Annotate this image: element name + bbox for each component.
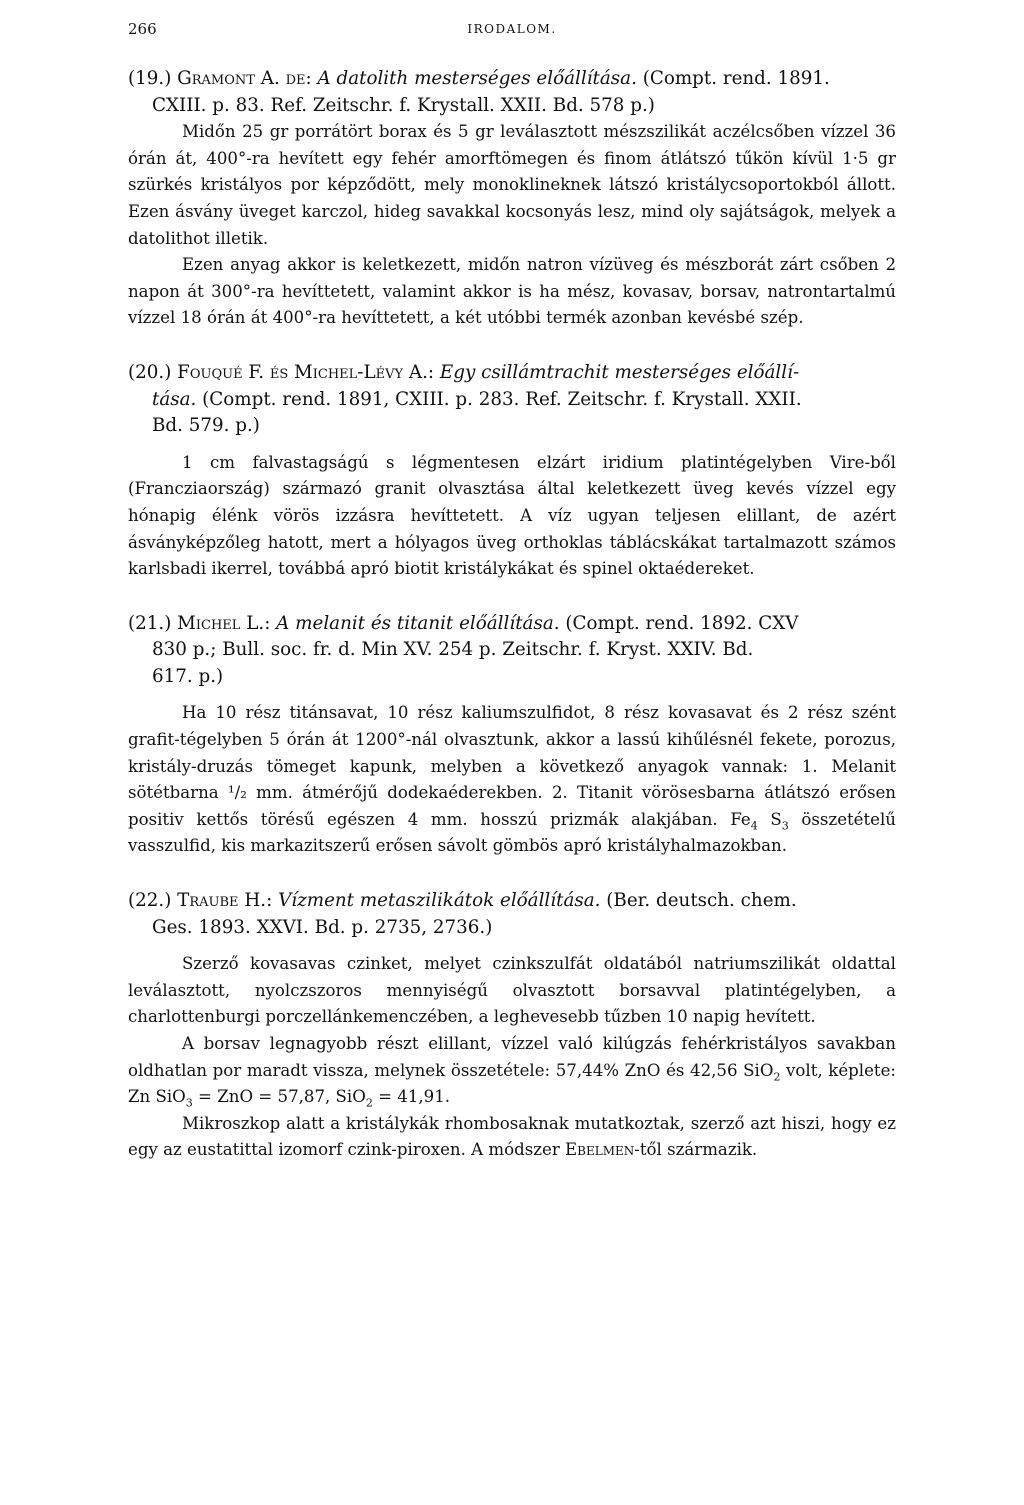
entry-heading: (20.) Fouqué F. és Michel-Lévy A.: Egy csillámtrachit mesterséges előállí- tása. (Compt. rend. 1891, CXIII. p. 283. Ref. Zeitschr. f. Krystall. XXII. Bd. 579. p.) (128, 360, 896, 440)
page-number: 266 (128, 20, 157, 38)
fraction: ¹/₂ (227, 783, 247, 803)
entry-citation-cont: CXIII. p. 83. Ref. Zeitschr. f. Krystall. XXII. Bd. 578 p.) (152, 94, 655, 116)
entry-title: A melanit és titanit előállítása. (276, 612, 560, 634)
paragraph: Szerző kovasavas czinket, melyet czinkszulfát oldatából natriumszilikát oldattal leválasztott, nyolczszoros mennyiségű olvasztott borsavval platintégelyben, a charlottenburgi porczellánkemenczében, a leghevesebb tűzben 10 napig hevített. (128, 954, 896, 1027)
entry-number: (21.) (128, 612, 172, 634)
entry-citation: (Compt. rend. 1891. (642, 68, 830, 89)
paragraph: A borsav legnagyobb részt elillant, vízzel való kilúgzás fehérkristályos savakban oldhatlan por maradt vissza, melynek összetétele: 57,44% ZnO és 42,56 SiO$_2$ volt, képlete: Zn SiO$_3$ = ZnO = 57,87, SiO$_2$ = 41,91. (128, 1034, 896, 1110)
entry-number: (22.) (128, 890, 172, 912)
running-head (128, 20, 896, 44)
entry-heading: (19.) Gramont A. de: A datolith mesterséges előállítása. (Compt. rend. 1891. CXIII. p. 83. Ref. Zeitschr. f. Krystall. XXII. Bd. 578 p.) (128, 66, 896, 119)
document-body (128, 66, 896, 1164)
entry-citation: (Ber. deutsch. chem. (606, 890, 797, 912)
entry-title: A datolith mesterséges előállítása. (317, 68, 637, 89)
paragraph: Midőn 25 gr porrátört borax és 5 gr leválasztott mészszilikát aczélcsőben vízzel 36 órán át, 400°-ra hevített egy fehér amorftömegen és finom átlátszó tűkön kívül 1·5 gr szürkés kristályos por képződött, mely monoklineknek látszó kristálycsoportokból állott. Ezen ásvány üveget karczol, hideg savakkal kocsonyás lesz, mind oly sajátságok, melyek a datolithot illetik. (128, 122, 896, 248)
entry-title-cont: tása. (Compt. rend. 1891, CXIII. p. 283. Ref. Zeitschr. f. Krystall. XXII. (152, 388, 802, 410)
paragraph: Ezen anyag akkor is keletkezett, midőn natron vízüveg és mészborát zárt csőben 2 napon át 300°-ra hevíttetett, valamint akkor is ha mész, kovasav, borsav, natrontartalmú vízzel 18 órán át 400°-ra hevíttetett, a két utóbbi termék azonban kevésbé szép. (128, 255, 896, 328)
entry-21 (128, 611, 896, 860)
person-name: Ebelmen (565, 1140, 635, 1160)
entry-citation-cont: 617. p.) (152, 665, 224, 687)
entry-author: Michel L. (177, 612, 265, 634)
paragraph: 1 cm falvastagságú s légmentesen elzárt iridium platintégelyben Vire-ből (Francziaország) származó granit olvasztása által keletkezett üveg kevés vízzel egy hónapig élénk vörös izzásra hevíttetett. A víz ugyan teljesen elillant, de azért ásványképzőleg hatott, mert a hólyagos üveg orthoklas táblácskákat tartalmazott számos karlsbadi ikerrel, továbbá apró biotit kristálykákat és spinel oktaédereket. (128, 452, 896, 579)
entry-title: Egy csillámtrachit mesterséges előállí- (439, 361, 800, 383)
entry-author: Fouqué F. és Michel-Lévy A. (177, 361, 428, 383)
entry-number: (20.) (128, 361, 172, 383)
entry-author: Gramont A. de (177, 68, 306, 89)
paragraph: Ha 10 rész titánsavat, 10 rész kaliumszulfidot, 8 rész kovasavat és 2 rész szént grafit-tégelyben 5 órán át 1200°-nál olvasztunk, akkor a lassú kihűlésnél fekete, porozus, kristály-druzás tömeget kapunk, melyben a következő anyagok vannak: 1. Melanit sötétbarna ¹/₂ mm. átmérőjű dodekaéderekben. 2. Titanit vörösesbarna átlátszó erősen positiv kettős törésű egészen 4 mm. hosszú prizmák alakjában. $Fe_4$ $S_3$ összetételű vasszulfid, kis markazitszerű erősen sávolt gömbös apró kristályhalmazokban. (128, 703, 896, 856)
entry-title: Vízment metaszilikátok előállítása. (278, 890, 601, 912)
entry-citation-cont: Bd. 579. p.) (152, 415, 260, 437)
entry-number: (19.) (128, 68, 172, 89)
running-title: IRODALOM. (467, 22, 557, 36)
entry-20 (128, 360, 896, 583)
entry-citation-cont: 830 p.; Bull. soc. fr. d. Min XV. 254 p. Zeitschr. f. Kryst. XXIV. Bd. (152, 639, 754, 661)
paragraph: Mikroszkop alatt a kristálykák rhombosaknak mutatkoztak, szerző azt hiszi, hogy ez egy az eustatittal izomorf czink-piroxen. A módszer Ebelmen-től származik. (128, 1113, 896, 1160)
entry-19 (128, 66, 896, 332)
entry-citation-cont: Ges. 1893. XXVI. Bd. p. 2735, 2736.) (152, 916, 493, 938)
entry-heading: (22.) Traube H.: Vízment metaszilikátok előállítása. (Ber. deutsch. chem. Ges. 1893. XXVI. Bd. p. 2735, 2736.) (128, 888, 896, 941)
entry-22 (128, 888, 896, 1164)
entry-citation: (Compt. rend. 1892. CXV (565, 612, 799, 634)
entry-heading: (21.) Michel L.: A melanit és titanit előállítása. (Compt. rend. 1892. CXV 830 p.; Bull. soc. fr. d. Min XV. 254 p. Zeitschr. f. Kryst. XXIV. Bd. 617. p.) (128, 611, 896, 691)
entry-author: Traube H. (177, 890, 267, 912)
